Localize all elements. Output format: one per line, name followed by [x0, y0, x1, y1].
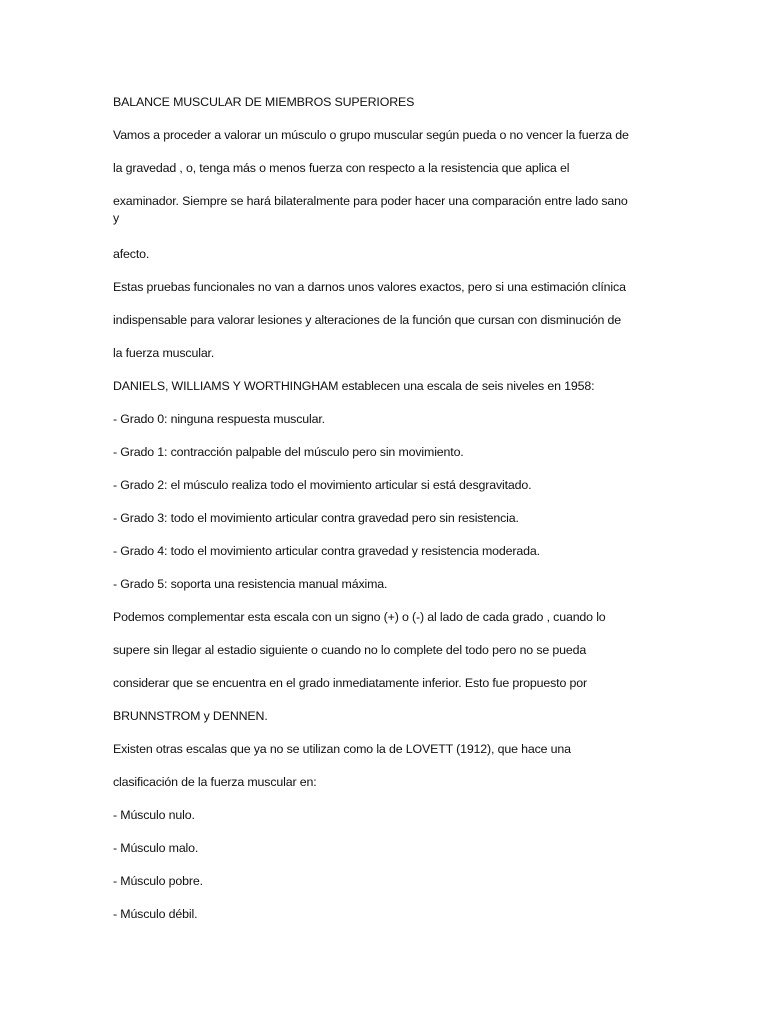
paragraph-3-line-2: supere sin llegar al estadio siguiente o cuando no lo complete del todo pero no se pueda [113, 643, 587, 657]
paragraph-1-line-4: y [113, 211, 120, 225]
list-item-musculo-nulo: - Músculo nulo. [113, 808, 195, 822]
scale-intro: DANIELS, WILLIAMS Y WORTHINGHAM establecen una escala de seis niveles en 1958: [113, 379, 595, 393]
paragraph-3-line-4: BRUNNSTROM y DENNEN. [113, 709, 268, 723]
list-item-grade-4: - Grado 4: todo el movimiento articular contra gravedad y resistencia moderada. [113, 544, 540, 558]
paragraph-1-line-2: la gravedad , o, tenga más o menos fuerza con respecto a la resistencia que aplica el [113, 161, 570, 175]
list-item-musculo-pobre: - Músculo pobre. [113, 874, 203, 888]
list-item-grade-3: - Grado 3: todo el movimiento articular contra gravedad pero sin resistencia. [113, 511, 519, 525]
list-item-grade-0: - Grado 0: ninguna respuesta muscular. [113, 412, 325, 426]
paragraph-2-line-3: la fuerza muscular. [113, 346, 215, 360]
list-item-grade-1: - Grado 1: contracción palpable del músculo pero sin movimiento. [113, 445, 464, 459]
paragraph-2-line-1: Estas pruebas funcionales no van a darnos unos valores exactos, pero si una estimación clínica [113, 280, 626, 294]
paragraph-4-line-2: clasificación de la fuerza muscular en: [113, 775, 317, 789]
paragraph-4-line-1: Existen otras escalas que ya no se utilizan como la de LOVETT (1912), que hace una [113, 742, 571, 756]
list-item-grade-2: - Grado 2: el músculo realiza todo el movimiento articular si está desgravitado. [113, 478, 532, 492]
paragraph-1-line-5: afecto. [113, 247, 150, 261]
paragraph-3-line-1: Podemos complementar esta escala con un signo (+) o (-) al lado de cada grado , cuando lo [113, 610, 606, 624]
paragraph-2-line-2: indispensable para valorar lesiones y alteraciones de la función que cursan con disminución de [113, 313, 622, 327]
document-title: BALANCE MUSCULAR DE MIEMBROS SUPERIORES [113, 95, 415, 109]
list-item-musculo-malo: - Músculo malo. [113, 841, 199, 855]
paragraph-1-line-3: examinador. Siempre se hará bilateralmente para poder hacer una comparación entre lado sano [113, 194, 628, 208]
paragraph-3-line-3: considerar que se encuentra en el grado inmediatamente inferior. Esto fue propuesto por [113, 676, 587, 690]
paragraph-1-line-1: Vamos a proceder a valorar un músculo o grupo muscular según pueda o no vencer la fuerza de [113, 128, 629, 142]
list-item-musculo-debil: - Músculo débil. [113, 907, 198, 921]
list-item-grade-5: - Grado 5: soporta una resistencia manual máxima. [113, 577, 388, 591]
